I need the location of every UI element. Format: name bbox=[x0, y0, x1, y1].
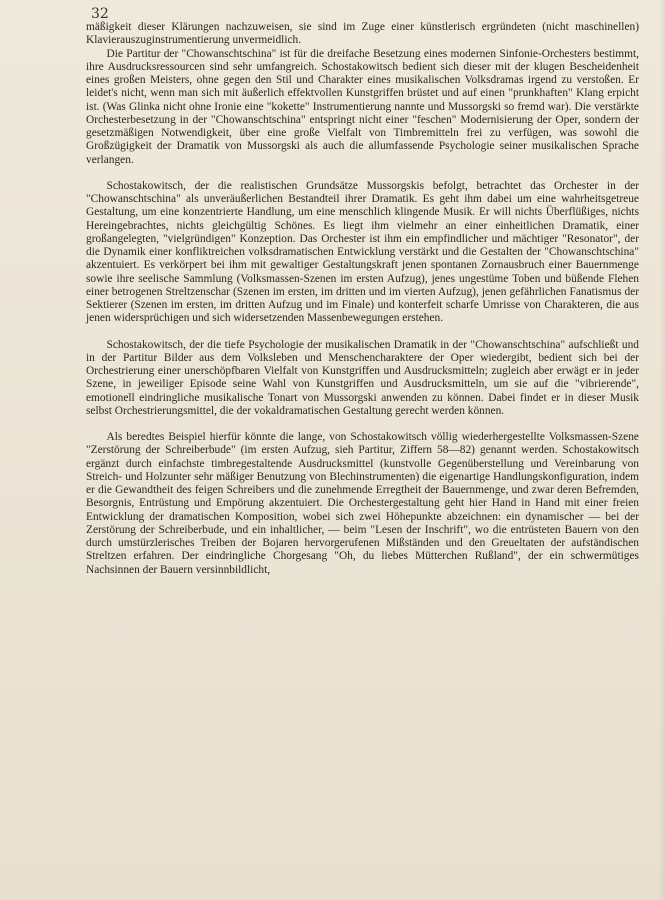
scan-edge-shadow bbox=[659, 0, 665, 900]
paragraph-realistic-principles: Schostakowitsch, der die realistischen Grundsätze Mussorgskis befolgt, betrachtet das Orchester in der "Chowanschtschina" als unveräußerlichen Bestandteil ihrer Dramatik. Es geht ihm dabei um eine wahrheitsgetreue Gestaltung, um eine konzentrierte Handlung, um eine menschlich klingende Musik. Er will nichts Überflüßiges, nichts Hereingebrachtes, nichts gleichgültig Schönes. Es liegt ihm vielmehr an einer einheitlichen Dramatik, einer großangelegten, "vielgründigen" Konzeption. Das Orchester ist ihm ein empfindlicher und mächtiger "Resonator", der die Dynamik einer konfliktreichen volksdramatischen Entwicklung verstärkt und die Gestalten der "Chowanschtschina" akzentuiert. Es verkörpert bei ihm mit gewaltiger Gestaltungskraft jenen spontanen Zornausbruch einer Bauernmenge sowie ihre seelische Sammlung (Volksmassen-Szenen im ersten Aufzug), jenes ungestüme Toben und büßende Flehen einer betrogenen Streltzenschar (Szenen im ersten, im dritten und im vierten Aufzug), jenen gefährlichen Fanatismus der Sektierer (Szenen im ersten, im dritten Aufzug und im Finale) und konterfeit scharfe Umrisse von Charakteren, die aus jenen widersprüchigen und sich widersetzenden Massenbewegungen erstehen. bbox=[86, 179, 639, 325]
paragraph-orchestration-overview: Die Partitur der "Chowanschtschina" ist für die dreifache Besetzung eines modernen Sinfonie-Orchesters bestimmt, ihre Ausdrucksressourcen sind sehr umfangreich. Schostakowitsch bedient sich dieser mit der klugen Bescheidenheit eines großen Meisters, ohne gegen den Stil und Charakter eines musikalischen Volksdramas irgend zu verstoßen. Er leidet's nicht, wenn man sich mit äußerlich effektvollen Kunstgriffen brüstet und auf einen "prunkhaften" Klang erpicht ist. (Was Glinka nicht ohne Ironie eine "kokette" Instrumentierung nannte und Mussorgski so fremd war). Die verstärkte Orchesterbesetzung in der "Chowanschtschina" entspringt nicht einer "feschen" Modernisierung der Oper, sondern der gesetzmäßigen Notwendigkeit, über eine große Vielfalt von Timbremitteln frei zu verfügen, was sowohl die Großzügigkeit der Dramatik von Mussorgski als auch die allumfassende Psychologie seiner musikalischen Sprache verlangen. bbox=[86, 47, 639, 166]
paragraph-psychology: Schostakowitsch, der die tiefe Psychologie der musikalischen Dramatik in der "Chowanschtschina" aufschließt und in der Partitur Bilder aus dem Volksleben und Menschencharaktere der Oper wiedergibt, bedient sich bei der Orchestrierung einer unerschöpfbaren Vielfalt von Kunstgriffen und Ausdrucksmitteln; zugleich aber erwägt er in jeder Szene, in jeweiliger Episode seine Wahl von Kunstgriffen und Ausdrucksmitteln, um sie auf die "vibrierende", emotionell eindringliche musikalische Tonart von Mussorgski anwenden zu können. Dabei findet er in dieser Musik selbst Orchestrierungsmittel, die der vokaldramatischen Gestaltung gerecht werden können. bbox=[86, 338, 639, 417]
body-text bbox=[86, 21, 639, 577]
paragraph-example-scene: Als beredtes Beispiel hierfür könnte die lange, von Schostakowitsch völlig wiederhergestellte Volksmassen-Szene "Zerstörung der Schreiberbude" (im ersten Aufzug, sieh Partitur, Ziffern 58—82) genannt werden. Schostakowitsch ergänzt durch einfachste timbregestaltende Ausdrucksmittel (kunstvolle Gegenüberstellung und Vereinbarung von Streich- und Holzunter sehr mäßiger Benutzung von Blechinstrumenten) die eigenartige Handlungskonfiguration, indem er die Gewandtheit des feigen Schreibers und die zunehmende Erregtheit der Bauernmenge, und zwar deren Befremden, Besorgnis, Entrüstung und Empörung akzentuiert. Die Orchestergestaltung geht hier Hand in Hand mit einer freien Entwicklung der dramatischen Komposition, wobei sich zwei Höhepunkte abzeichnen: ein dynamischer — bei der Zerstörung der Schreiberbude, und ein inhaltlicher, — beim "Lesen der Inschrift", wo die entrüsteten Bauern von den durch umstürzlerisches Treiben der Bojaren hervorgerufenen Mißständen und den Greueltaten der aufständischen Streltzen erfahren. Der eindringliche Chorgesang "Oh, du liebes Mütterchen Rußland", der ein schwermütiges Nachsinnen der Bauern versinnbildlicht, bbox=[86, 431, 639, 576]
paragraph-continuation: mäßigkeit dieser Klärungen nachzuweisen, sie sind im Zuge einer künstlerisch ergründeten (nicht maschinellen) Klavierauszuginstrumentierung unvermeidlich. bbox=[86, 21, 639, 47]
page-number: 32 bbox=[91, 6, 109, 22]
